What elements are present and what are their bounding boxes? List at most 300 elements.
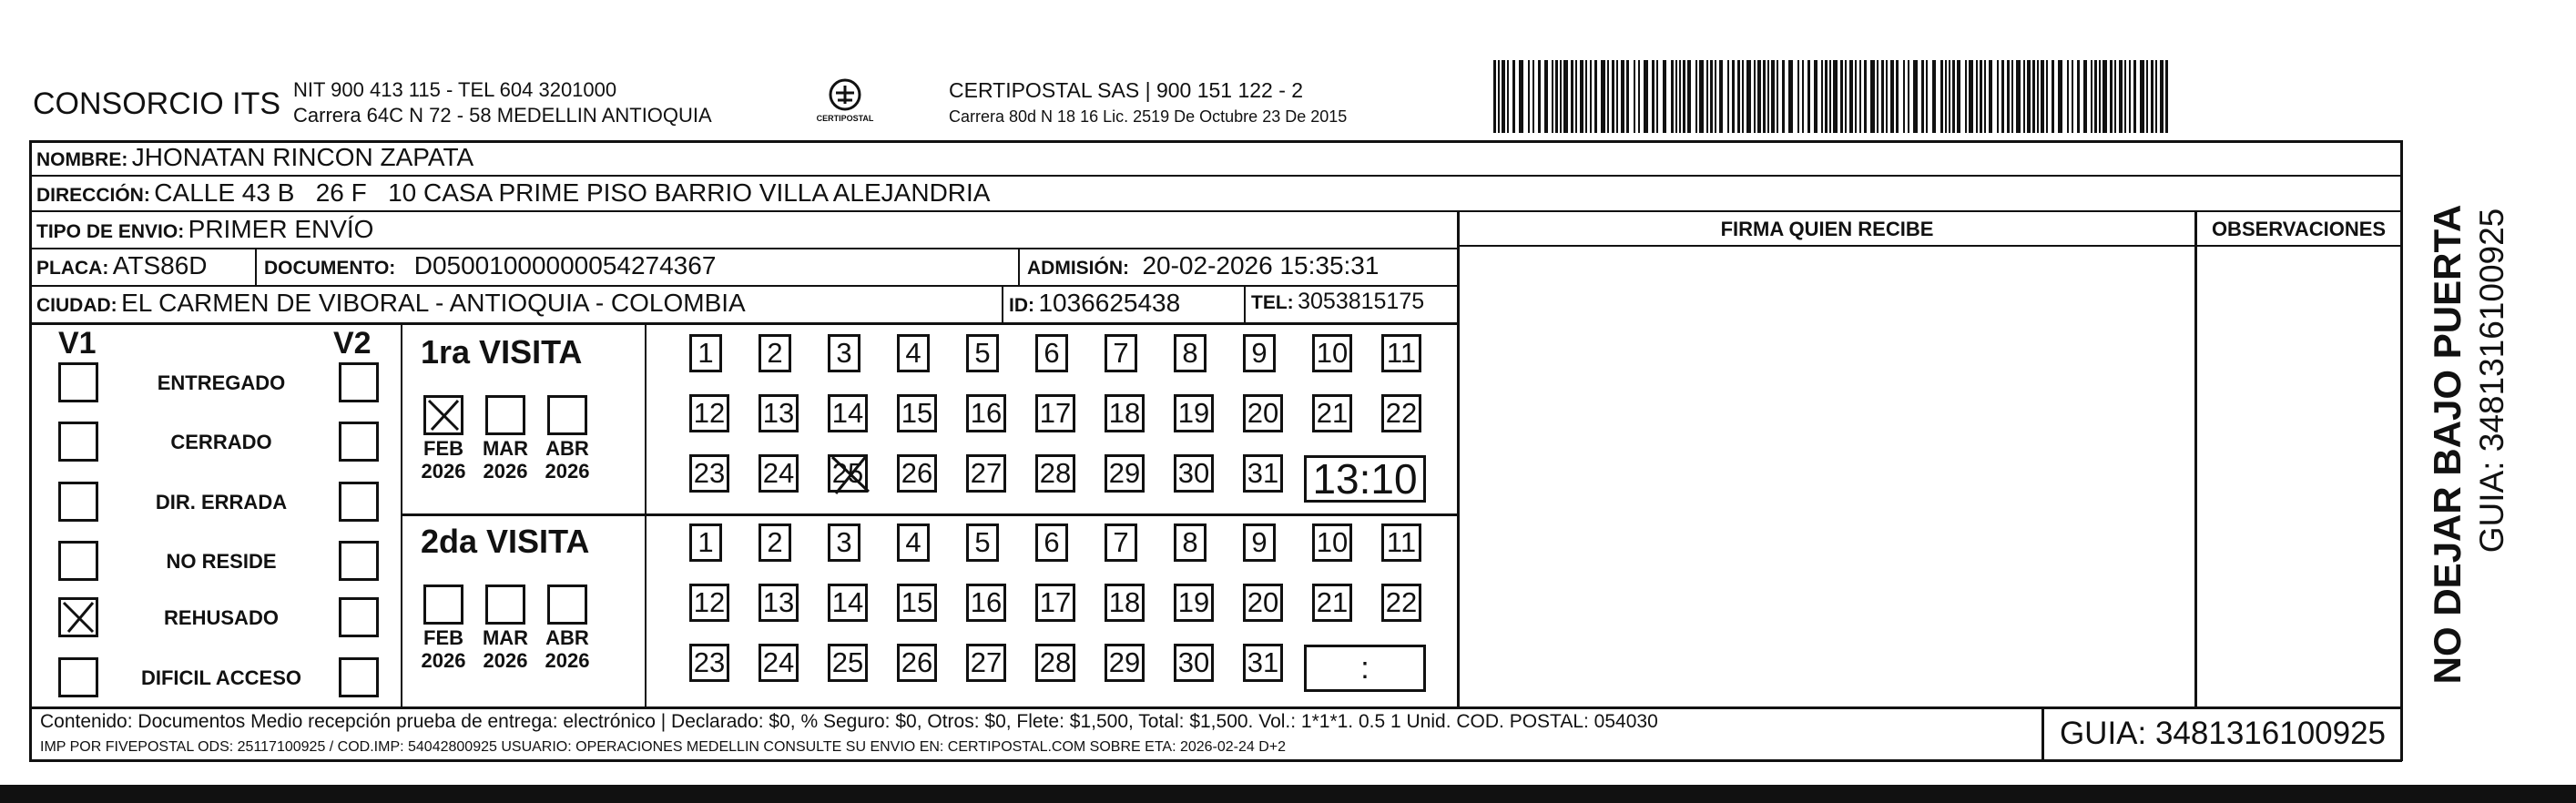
barcode-bar (2094, 60, 2097, 133)
barcode-bar (1782, 60, 1785, 133)
day-number: 19 (1177, 397, 1210, 429)
barcode-bar (1519, 60, 1523, 133)
barcode-bar (1849, 60, 1853, 133)
barcode-bar (2041, 60, 2044, 133)
day-number: 24 (762, 457, 795, 489)
barcode-bar (1563, 60, 1568, 133)
company-info-line1: NIT 900 413 115 - TEL 604 3201000 (293, 78, 617, 101)
barcode-bar (1493, 60, 1496, 133)
day-box[interactable] (1035, 584, 1075, 622)
barcode-bar (1715, 60, 1716, 133)
day-box[interactable] (1174, 523, 1207, 562)
city-value: EL CARMEN DE VIBORAL - ANTIOQUIA - COLOMBIA (121, 289, 746, 317)
month-name: FEB (423, 437, 463, 460)
day-box[interactable] (828, 523, 860, 562)
day-box[interactable] (1035, 394, 1075, 432)
barcode-bar (1746, 60, 1751, 133)
day-number: 30 (1177, 457, 1210, 489)
day-box[interactable] (1035, 454, 1075, 493)
certipostal-logo (809, 76, 881, 131)
barcode-bar (1621, 60, 1624, 133)
day-box[interactable] (897, 454, 937, 493)
barcode-bar (1732, 60, 1735, 133)
carrier-info-line1: CERTIPOSTAL SAS | 900 151 122 - 2 (949, 78, 1304, 102)
column-divider (1457, 210, 1460, 708)
barcode-bar (1594, 60, 1597, 133)
barcode-bar (1997, 60, 1999, 133)
name-row (36, 143, 473, 172)
barcode-bar (2124, 60, 2126, 133)
logo-text: CERTIPOSTAL (816, 114, 874, 123)
barcode-bar (1638, 60, 1640, 133)
barcode-bar (1952, 60, 1955, 133)
day-box[interactable] (1243, 523, 1276, 562)
day-number: 28 (1039, 457, 1072, 489)
barcode-bar (1683, 60, 1685, 133)
day-number: 3 (836, 337, 852, 369)
barcode-bar (1695, 60, 1697, 133)
barcode-bar (2037, 60, 2039, 133)
month-name: MAR (482, 437, 529, 460)
barcode-bar (1737, 60, 1740, 133)
status-label: ENTREGADO (157, 371, 286, 394)
barcode-bar (1626, 60, 1629, 133)
day-box[interactable] (1243, 644, 1283, 682)
barcode-bar (1886, 60, 1888, 133)
status-v1-checkbox[interactable] (58, 362, 98, 402)
frame-line (29, 140, 32, 761)
day-number: 29 (1108, 646, 1141, 678)
type-row (36, 215, 373, 244)
barcode-bar (1687, 60, 1691, 133)
day-box[interactable] (759, 644, 799, 682)
day-box[interactable] (828, 644, 868, 682)
day-number: 10 (1316, 526, 1349, 558)
city-label: CIUDAD: (36, 295, 117, 316)
time-box[interactable] (1304, 645, 1426, 692)
day-box[interactable] (1105, 454, 1145, 493)
month-checkbox[interactable] (547, 584, 587, 625)
day-box[interactable] (1243, 454, 1283, 493)
time-value: 13:10 (1312, 455, 1418, 503)
day-number: 26 (901, 646, 933, 678)
barcode-bar (2046, 60, 2048, 133)
barcode-bar (2110, 60, 2113, 133)
day-number: 9 (1251, 526, 1268, 558)
visit-divider (401, 513, 1459, 516)
status-v2-checkbox[interactable] (339, 597, 379, 637)
barcode-bar (1671, 60, 1674, 133)
day-box[interactable] (1312, 523, 1352, 562)
day-box[interactable] (1105, 523, 1137, 562)
day-number: 18 (1108, 586, 1141, 618)
column-divider (645, 324, 647, 708)
status-v2-checkbox[interactable] (339, 422, 379, 462)
barcode-bar (1699, 60, 1704, 133)
day-number: 26 (901, 457, 933, 489)
barcode-bar (1742, 60, 1744, 133)
address-label: DIRECCIÓN: (36, 185, 150, 206)
signature-header: FIRMA QUIEN RECIBE (1720, 218, 1934, 240)
status-label: CERRADO (170, 431, 272, 453)
month-year: 2026 (545, 460, 590, 483)
month-checkbox[interactable] (485, 584, 525, 625)
month-year: 2026 (483, 460, 528, 483)
day-box[interactable] (828, 394, 868, 432)
barcode-bar (2032, 60, 2035, 133)
day-box[interactable] (1174, 334, 1207, 372)
barcode-bar (1814, 60, 1817, 133)
day-box[interactable] (759, 394, 799, 432)
row-divider (29, 175, 2402, 177)
month-name: ABR (545, 626, 589, 649)
day-number: 2 (767, 526, 783, 558)
day-box[interactable] (1381, 523, 1421, 562)
v1-header: V1 (58, 326, 97, 361)
tel-value: 3053815175 (1298, 289, 1425, 314)
day-box[interactable] (1312, 584, 1352, 622)
barcode-bar (2058, 60, 2062, 133)
barcode-bar (1575, 60, 1577, 133)
barcode-bar (1763, 60, 1766, 133)
column-divider (2041, 708, 2044, 761)
barcode-bar (1957, 60, 1960, 133)
day-number: 27 (970, 646, 1003, 678)
barcode-bar (1825, 60, 1828, 133)
status-v1-checkbox[interactable] (58, 541, 98, 581)
barcode-bar (1855, 60, 1857, 133)
barcode-bar (2077, 60, 2080, 133)
barcode-bar (1908, 60, 1909, 133)
day-box[interactable] (966, 334, 999, 372)
status-v1-checkbox[interactable] (58, 657, 98, 697)
barcode-bar (1560, 60, 1562, 133)
day-box[interactable] (1035, 644, 1075, 682)
day-number: 8 (1182, 526, 1198, 558)
barcode-bar (2001, 60, 2004, 133)
barcode-bar (1656, 60, 1658, 133)
day-number: 21 (1316, 586, 1349, 618)
day-number: 11 (1386, 526, 1417, 558)
bottom-border (0, 785, 2576, 803)
day-number: 20 (1247, 397, 1279, 429)
visit-title: 1ra VISITA (421, 333, 583, 371)
barcode-bar (2067, 60, 2069, 133)
month-checkbox[interactable] (547, 395, 587, 435)
day-number: 10 (1316, 337, 1349, 369)
day-number: 19 (1177, 586, 1210, 618)
day-box[interactable] (689, 644, 729, 682)
barcode-bar (1607, 60, 1609, 133)
print-info: IMP POR FIVEPOSTAL ODS: 25117100925 / COD.IMP: 54042800925 USUARIO: OPERACIONES MEDELLIN CONSULTE SU ENVIO EN: CERTIPOSTAL.COM SOBRE ETA: 2026-02-24 D+2 (40, 739, 1287, 755)
day-box[interactable] (759, 523, 791, 562)
day-box[interactable] (689, 584, 729, 622)
check-x-icon (426, 398, 461, 432)
barcode-bar (1840, 60, 1843, 133)
day-number: 17 (1039, 397, 1072, 429)
barcode-bar (1757, 60, 1761, 133)
barcode-bar (1544, 60, 1548, 133)
day-number: 5 (974, 337, 991, 369)
barcode-bar (1788, 60, 1793, 133)
barcode-bar (1984, 60, 1986, 133)
day-number: 21 (1316, 397, 1349, 429)
day-box[interactable] (828, 334, 860, 372)
content-description: Contenido: Documentos Medio recepción prueba de entrega: electrónico | Declarado: $0, % Seguro: $0, Otros: $0, Flete: $1,500, Total: $1,500. Vol.: 1*1*1. 0.5 1 Unid. COD. POSTAL: 054030 (40, 711, 1658, 732)
column-divider (255, 248, 257, 286)
status-v2-checkbox[interactable] (339, 657, 379, 697)
day-box[interactable] (897, 394, 937, 432)
barcode-bar (1675, 60, 1677, 133)
day-box[interactable] (1174, 584, 1214, 622)
day-number: 22 (1385, 586, 1418, 618)
day-box[interactable] (1105, 584, 1145, 622)
barcode-bar (2011, 60, 2013, 133)
barcode-bar (2151, 60, 2153, 133)
column-divider (401, 324, 402, 708)
day-number: 6 (1044, 526, 1060, 558)
status-label: REHUSADO (164, 606, 279, 629)
day-box[interactable] (966, 584, 1006, 622)
day-box[interactable] (1243, 584, 1283, 622)
month-label (480, 626, 531, 672)
shipment-type: PRIMER ENVÍO (188, 215, 374, 243)
barcode-bar (1727, 60, 1729, 133)
day-box[interactable] (1035, 334, 1068, 372)
day-box[interactable] (966, 523, 999, 562)
day-number: 15 (901, 586, 933, 618)
barcode-bar (2007, 60, 2010, 133)
barcode-bar (2091, 60, 2092, 133)
barcode-bar (1719, 60, 1723, 133)
day-number: 28 (1039, 646, 1072, 678)
barcode-bar (2160, 60, 2164, 133)
month-year: 2026 (545, 649, 590, 672)
month-label (418, 437, 469, 483)
day-box[interactable] (1381, 394, 1421, 432)
barcode-bar (1797, 60, 1799, 133)
row-divider (29, 706, 2402, 709)
day-box[interactable] (1035, 523, 1068, 562)
day-number: 7 (1113, 526, 1129, 558)
check-x-icon (61, 600, 96, 635)
observations-header: OBSERVACIONES (2211, 218, 2387, 240)
barcode-bar (1833, 60, 1838, 133)
row-divider (29, 210, 2402, 212)
status-label: DIFICIL ACCESO (140, 666, 301, 689)
day-box[interactable] (828, 454, 868, 493)
barcode-bar (2155, 60, 2157, 133)
barcode-bar (1555, 60, 1558, 133)
admission-field (1027, 251, 1379, 280)
barcode-bar (1949, 60, 1950, 133)
month-checkbox[interactable] (423, 395, 463, 435)
day-number: 17 (1039, 586, 1072, 618)
day-number: 1 (697, 526, 714, 558)
id-value: 1036625438 (1038, 289, 1181, 317)
month-year: 2026 (421, 649, 466, 672)
visit-title: 2da VISITA (421, 523, 590, 560)
month-name: MAR (482, 626, 529, 649)
barcode-bar (2103, 60, 2107, 133)
barcode-bar (2083, 60, 2087, 133)
row-divider (29, 248, 1459, 249)
barcode-bar (1845, 60, 1847, 133)
barcode-bar (1612, 60, 1614, 133)
barcode-bar (1710, 60, 1713, 133)
day-number: 25 (831, 457, 864, 489)
barcode-bar (1601, 60, 1605, 133)
month-checkbox[interactable] (423, 584, 463, 625)
day-number: 30 (1177, 646, 1210, 678)
status-label: DIR. ERRADA (155, 491, 288, 513)
plate-label: PLACA: (36, 258, 109, 279)
barcode-bar (1706, 60, 1708, 133)
status-v2-checkbox[interactable] (339, 362, 379, 402)
day-number: 12 (693, 397, 726, 429)
day-number: 16 (970, 397, 1003, 429)
status-v2-checkbox[interactable] (339, 482, 379, 522)
barcode-bar (2016, 60, 2021, 133)
day-box[interactable] (966, 454, 1006, 493)
barcode-bar (1652, 60, 1655, 133)
time-box[interactable] (1304, 455, 1426, 503)
day-number: 12 (693, 586, 726, 618)
day-box[interactable] (966, 644, 1006, 682)
day-box[interactable] (759, 454, 799, 493)
barcode-bar (1767, 60, 1769, 133)
barcode-bar (1864, 60, 1867, 133)
day-mark-icon (829, 453, 872, 495)
time-value: : (1360, 651, 1369, 686)
day-box[interactable] (1243, 394, 1283, 432)
day-box[interactable] (1381, 584, 1421, 622)
day-number: 4 (905, 337, 921, 369)
day-number: 24 (762, 646, 795, 678)
barcode-bar (2119, 60, 2123, 133)
barcode-bar (1980, 60, 1982, 133)
day-box[interactable] (897, 523, 930, 562)
day-number: 6 (1044, 337, 1060, 369)
day-box[interactable] (1105, 334, 1137, 372)
day-number: 29 (1108, 457, 1141, 489)
day-number: 3 (836, 526, 852, 558)
day-number: 20 (1247, 586, 1279, 618)
barcode-bar (2099, 60, 2101, 133)
column-divider (1002, 285, 1003, 323)
barcode-bar (1965, 60, 1967, 133)
day-number: 1 (697, 337, 714, 369)
barcode-bar (1877, 60, 1879, 133)
barcode-bar (1502, 60, 1505, 133)
day-box[interactable] (689, 523, 722, 562)
barcode-bar (1507, 60, 1509, 133)
barcode-bar (1663, 60, 1666, 133)
month-label (542, 437, 593, 483)
barcode-bar (1989, 60, 1992, 133)
barcode-bar (2140, 60, 2144, 133)
barcode-bar (1807, 60, 1810, 133)
status-v1-checkbox[interactable] (58, 482, 98, 522)
barcode-bar (1644, 60, 1648, 133)
plate-field (36, 251, 208, 280)
barcode-bar (1870, 60, 1875, 133)
barcode-bar (1634, 60, 1635, 133)
day-box[interactable] (1105, 644, 1145, 682)
month-name: FEB (423, 626, 463, 649)
day-number: 23 (693, 457, 726, 489)
month-year: 2026 (483, 649, 528, 672)
barcode-bar (2146, 60, 2148, 133)
day-box[interactable] (1174, 394, 1214, 432)
frame-line (2400, 140, 2403, 761)
status-v1-checkbox[interactable] (58, 597, 98, 637)
side-guia: GUIA: 3481316100925 (2473, 208, 2510, 554)
barcode-bar (1940, 60, 1943, 133)
barcode-bar (2052, 60, 2054, 133)
status-v1-checkbox[interactable] (58, 422, 98, 462)
day-box[interactable] (759, 334, 791, 372)
document-label: DOCUMENTO: (264, 258, 396, 279)
name-label: NOMBRE: (36, 149, 128, 170)
row-divider (1457, 245, 2400, 247)
day-box[interactable] (689, 454, 729, 493)
day-box[interactable] (897, 334, 930, 372)
day-number: 27 (970, 457, 1003, 489)
day-box[interactable] (897, 584, 937, 622)
barcode-bar (1552, 60, 1553, 133)
day-box[interactable] (1105, 394, 1145, 432)
day-box[interactable] (1174, 454, 1214, 493)
day-number: 7 (1113, 337, 1129, 369)
id-field (1009, 289, 1180, 318)
month-name: ABR (545, 437, 589, 460)
recipient-address: CALLE 43 B 26 F 10 CASA PRIME PISO BARRIO VILLA ALEJANDRIA (154, 178, 991, 207)
day-number: 16 (970, 586, 1003, 618)
day-box[interactable] (897, 644, 937, 682)
day-box[interactable] (966, 394, 1006, 432)
day-box[interactable] (1174, 644, 1214, 682)
barcode-bar (1976, 60, 1978, 133)
day-box[interactable] (828, 584, 868, 622)
day-box[interactable] (1312, 334, 1352, 372)
day-box[interactable] (1381, 334, 1421, 372)
barcode-bar (1829, 60, 1831, 133)
barcode-bar (2129, 60, 2131, 133)
v2-header: V2 (333, 326, 372, 361)
day-box[interactable] (689, 394, 729, 432)
status-label: NO RESIDE (166, 550, 277, 573)
day-box[interactable] (1312, 394, 1352, 432)
day-number: 5 (974, 526, 991, 558)
barcode-bar (1881, 60, 1884, 133)
column-divider (2194, 210, 2197, 708)
column-divider (1018, 248, 1020, 286)
day-box[interactable] (1243, 334, 1276, 372)
day-number: 15 (901, 397, 933, 429)
day-box[interactable] (689, 334, 722, 372)
barcode-bar (2072, 60, 2073, 133)
barcode-bar (1932, 60, 1936, 133)
day-number: 9 (1251, 337, 1268, 369)
company-info-line2: Carrera 64C N 72 - 58 MEDELLIN ANTIOQUIA (293, 104, 712, 127)
month-checkbox[interactable] (485, 395, 525, 435)
status-v2-checkbox[interactable] (339, 541, 379, 581)
month-label (418, 626, 469, 672)
day-box[interactable] (759, 584, 799, 622)
day-number: 4 (905, 526, 921, 558)
day-number: 13 (762, 397, 795, 429)
